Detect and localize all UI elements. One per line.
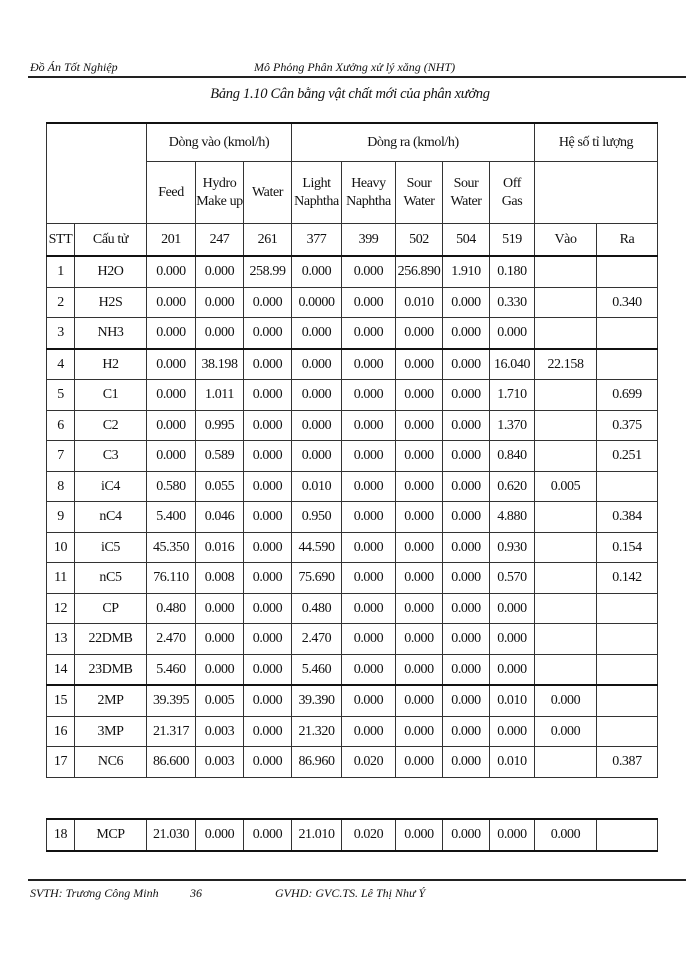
value-cell: [535, 287, 597, 318]
value-cell: 0.840: [490, 441, 535, 472]
component-name: NH3: [75, 318, 147, 349]
component-name: 2MP: [75, 685, 147, 716]
footer-advisor: GVHD: GVC.TS. Lê Thị Như Ý: [275, 886, 426, 900]
value-cell: 2.470: [292, 624, 342, 655]
value-cell: 0.000: [244, 654, 292, 685]
value-cell: 0.384: [597, 502, 658, 533]
value-cell: 0.000: [292, 318, 342, 349]
value-cell: 21.320: [292, 716, 342, 747]
value-cell: 0.005: [196, 685, 244, 716]
component-name: MCP: [75, 819, 147, 851]
component-name: C3: [75, 441, 147, 472]
row-number: 12: [47, 593, 75, 624]
value-cell: 0.000: [443, 819, 490, 851]
value-cell: 0.046: [196, 502, 244, 533]
value-cell: 0.000: [147, 380, 196, 411]
value-cell: 0.000: [244, 287, 292, 318]
value-cell: [597, 318, 658, 349]
component-name: 22DMB: [75, 624, 147, 655]
value-cell: [597, 716, 658, 747]
table-caption: Bảng 1.10 Cân bằng vật chất mới của phân xưởng: [210, 86, 490, 102]
row-number: 16: [47, 716, 75, 747]
value-cell: 0.000: [244, 747, 292, 778]
value-cell: 0.000: [443, 654, 490, 685]
component-name: 23DMB: [75, 654, 147, 685]
value-cell: 0.000: [490, 654, 535, 685]
row-number: 8: [47, 471, 75, 502]
table-row: [47, 593, 658, 624]
row-number: 18: [47, 819, 75, 851]
value-cell: 4.880: [490, 502, 535, 533]
value-cell: 0.000: [292, 256, 342, 287]
value-cell: 0.000: [443, 716, 490, 747]
id-header-cell: 502: [396, 224, 443, 257]
value-cell: 0.000: [147, 349, 196, 380]
value-cell: 45.350: [147, 532, 196, 563]
id-header-cell: Ra: [597, 224, 658, 257]
value-cell: 0.000: [396, 502, 443, 533]
row-number: 4: [47, 349, 75, 380]
value-cell: 5.460: [147, 654, 196, 685]
value-cell: 0.930: [490, 532, 535, 563]
table-row: [47, 441, 658, 472]
value-cell: 0.000: [342, 410, 396, 441]
stream-id-row: [47, 224, 658, 257]
value-cell: 0.000: [396, 654, 443, 685]
footer-rule: [28, 879, 686, 881]
row-number: 10: [47, 532, 75, 563]
value-cell: [597, 349, 658, 380]
value-cell: 16.040: [490, 349, 535, 380]
header-rule: [28, 76, 686, 78]
value-cell: 0.000: [443, 287, 490, 318]
value-cell: 0.010: [490, 747, 535, 778]
row-number: 6: [47, 410, 75, 441]
value-cell: 0.480: [292, 593, 342, 624]
row-number: 2: [47, 287, 75, 318]
value-cell: 2.470: [147, 624, 196, 655]
value-cell: 0.000: [396, 318, 443, 349]
value-cell: [535, 441, 597, 472]
value-cell: 0.000: [244, 349, 292, 380]
table-row: [47, 256, 658, 287]
footer-student: SVTH: Trương Công Minh: [30, 886, 159, 900]
group-header-row: [47, 123, 658, 162]
value-cell: [597, 654, 658, 685]
material-balance-table-continued: [46, 818, 658, 852]
value-cell: 0.000: [244, 532, 292, 563]
value-cell: 1.011: [196, 380, 244, 411]
value-cell: 21.030: [147, 819, 196, 851]
value-cell: [535, 654, 597, 685]
value-cell: 0.000: [396, 685, 443, 716]
stream-name-cell: Water: [244, 162, 292, 224]
value-cell: 0.000: [396, 380, 443, 411]
component-name: iC4: [75, 471, 147, 502]
material-balance-table: [46, 122, 658, 778]
component-name: CP: [75, 593, 147, 624]
stream-name-cell: Off Gas: [490, 162, 535, 224]
value-cell: 0.950: [292, 502, 342, 533]
stream-name-cell: Feed: [147, 162, 196, 224]
value-cell: 0.000: [443, 441, 490, 472]
value-cell: 0.000: [535, 685, 597, 716]
value-cell: 0.000: [342, 685, 396, 716]
value-cell: 5.400: [147, 502, 196, 533]
value-cell: 0.000: [342, 593, 396, 624]
value-cell: 0.000: [342, 380, 396, 411]
table-row: [47, 318, 658, 349]
value-cell: 258.99: [244, 256, 292, 287]
row-number: 7: [47, 441, 75, 472]
table-row: [47, 747, 658, 778]
value-cell: 0.000: [292, 349, 342, 380]
table-row: [47, 716, 658, 747]
footer-page-number: 36: [190, 886, 202, 900]
value-cell: 0.000: [147, 287, 196, 318]
value-cell: 0.000: [196, 593, 244, 624]
value-cell: 0.000: [342, 654, 396, 685]
value-cell: 0.000: [244, 471, 292, 502]
value-cell: 0.000: [244, 819, 292, 851]
value-cell: 0.000: [443, 593, 490, 624]
value-cell: 0.000: [342, 256, 396, 287]
table-row: [47, 819, 658, 851]
value-cell: 0.000: [443, 349, 490, 380]
value-cell: 0.016: [196, 532, 244, 563]
value-cell: 0.000: [147, 318, 196, 349]
value-cell: [597, 256, 658, 287]
value-cell: 86.600: [147, 747, 196, 778]
value-cell: 0.000: [443, 502, 490, 533]
value-cell: 38.198: [196, 349, 244, 380]
value-cell: 0.699: [597, 380, 658, 411]
value-cell: 0.000: [244, 716, 292, 747]
value-cell: 0.000: [396, 532, 443, 563]
outflow-group-header: Dòng ra (kmol/h): [292, 123, 535, 162]
value-cell: 0.000: [396, 563, 443, 594]
id-header-cell: Vào: [535, 224, 597, 257]
stream-name-cell: Light Naphtha: [292, 162, 342, 224]
table-row: [47, 624, 658, 655]
value-cell: 0.000: [244, 685, 292, 716]
value-cell: 21.010: [292, 819, 342, 851]
row-number: 3: [47, 318, 75, 349]
value-cell: 1.370: [490, 410, 535, 441]
value-cell: 44.590: [292, 532, 342, 563]
id-header-cell: 399: [342, 224, 396, 257]
value-cell: 0.154: [597, 532, 658, 563]
value-cell: 0.000: [342, 624, 396, 655]
component-name: H2: [75, 349, 147, 380]
value-cell: 0.000: [342, 471, 396, 502]
value-cell: [597, 593, 658, 624]
table-row: [47, 502, 658, 533]
stream-name-cell: Hydro Make up: [196, 162, 244, 224]
value-cell: [535, 256, 597, 287]
value-cell: 0.000: [244, 502, 292, 533]
value-cell: [535, 502, 597, 533]
value-cell: 0.010: [490, 685, 535, 716]
value-cell: 0.000: [292, 441, 342, 472]
value-cell: 22.158: [535, 349, 597, 380]
value-cell: 0.000: [443, 624, 490, 655]
value-cell: 0.000: [490, 593, 535, 624]
value-cell: 0.0000: [292, 287, 342, 318]
value-cell: 0.000: [396, 593, 443, 624]
value-cell: 0.000: [490, 716, 535, 747]
id-header-cell: Cấu tử: [75, 224, 147, 257]
value-cell: [535, 532, 597, 563]
value-cell: [597, 471, 658, 502]
row-number: 1: [47, 256, 75, 287]
component-name: NC6: [75, 747, 147, 778]
value-cell: 0.000: [490, 624, 535, 655]
component-name: nC4: [75, 502, 147, 533]
value-cell: 0.000: [535, 819, 597, 851]
row-number: 14: [47, 654, 75, 685]
value-cell: 0.020: [342, 819, 396, 851]
id-header-cell: 201: [147, 224, 196, 257]
value-cell: 0.480: [147, 593, 196, 624]
table-row: [47, 654, 658, 685]
value-cell: 0.000: [396, 747, 443, 778]
component-name: C2: [75, 410, 147, 441]
value-cell: [535, 593, 597, 624]
value-cell: 0.000: [443, 747, 490, 778]
value-cell: 0.570: [490, 563, 535, 594]
value-cell: 0.251: [597, 441, 658, 472]
component-name: 3MP: [75, 716, 147, 747]
header-left: Đồ Án Tốt Nghiệp: [30, 60, 118, 74]
value-cell: 0.000: [443, 410, 490, 441]
value-cell: 0.000: [443, 532, 490, 563]
value-cell: [535, 318, 597, 349]
value-cell: 0.000: [342, 349, 396, 380]
value-cell: 0.000: [147, 256, 196, 287]
value-cell: 0.005: [535, 471, 597, 502]
value-cell: 0.010: [396, 287, 443, 318]
value-cell: 0.000: [396, 471, 443, 502]
value-cell: 0.000: [244, 410, 292, 441]
value-cell: 0.000: [396, 349, 443, 380]
value-cell: 256.890: [396, 256, 443, 287]
value-cell: 0.000: [196, 287, 244, 318]
value-cell: 0.000: [196, 318, 244, 349]
value-cell: [597, 819, 658, 851]
row-number: 15: [47, 685, 75, 716]
stream-name-cell: Heavy Naphtha: [342, 162, 396, 224]
component-name: H2S: [75, 287, 147, 318]
value-cell: 76.110: [147, 563, 196, 594]
value-cell: 0.000: [342, 441, 396, 472]
value-cell: 0.620: [490, 471, 535, 502]
value-cell: 0.000: [342, 563, 396, 594]
value-cell: 1.710: [490, 380, 535, 411]
value-cell: [535, 380, 597, 411]
value-cell: 0.008: [196, 563, 244, 594]
value-cell: 0.589: [196, 441, 244, 472]
value-cell: 0.000: [196, 256, 244, 287]
value-cell: 39.390: [292, 685, 342, 716]
value-cell: 0.010: [292, 471, 342, 502]
value-cell: 0.000: [292, 410, 342, 441]
value-cell: 0.003: [196, 716, 244, 747]
value-cell: 75.690: [292, 563, 342, 594]
value-cell: [535, 747, 597, 778]
row-number: 13: [47, 624, 75, 655]
value-cell: 0.000: [535, 716, 597, 747]
id-header-cell: 247: [196, 224, 244, 257]
value-cell: 0.000: [443, 471, 490, 502]
value-cell: 0.000: [396, 441, 443, 472]
value-cell: 0.375: [597, 410, 658, 441]
component-name: iC5: [75, 532, 147, 563]
stream-name-cell: Sour Water: [396, 162, 443, 224]
component-name: C1: [75, 380, 147, 411]
value-cell: 0.000: [443, 685, 490, 716]
blank-cell: [535, 162, 658, 224]
value-cell: 0.000: [342, 716, 396, 747]
value-cell: [535, 410, 597, 441]
value-cell: 86.960: [292, 747, 342, 778]
value-cell: 39.395: [147, 685, 196, 716]
value-cell: 0.000: [396, 624, 443, 655]
value-cell: 0.000: [244, 318, 292, 349]
id-header-cell: 377: [292, 224, 342, 257]
id-header-cell: 519: [490, 224, 535, 257]
table-row: [47, 685, 658, 716]
value-cell: 0.003: [196, 747, 244, 778]
value-cell: 0.000: [443, 318, 490, 349]
row-number: 17: [47, 747, 75, 778]
component-name: nC5: [75, 563, 147, 594]
value-cell: 0.000: [244, 593, 292, 624]
stream-name-cell: Sour Water: [443, 162, 490, 224]
value-cell: 0.000: [396, 410, 443, 441]
table-row: [47, 532, 658, 563]
value-cell: 0.142: [597, 563, 658, 594]
value-cell: [597, 685, 658, 716]
value-cell: 0.000: [196, 624, 244, 655]
value-cell: 0.180: [490, 256, 535, 287]
value-cell: 0.000: [490, 318, 535, 349]
table-row: [47, 349, 658, 380]
value-cell: 0.000: [342, 502, 396, 533]
value-cell: 0.000: [147, 410, 196, 441]
value-cell: 0.000: [443, 380, 490, 411]
value-cell: 0.340: [597, 287, 658, 318]
value-cell: 0.000: [342, 287, 396, 318]
value-cell: [535, 563, 597, 594]
blank-corner: [47, 123, 147, 224]
value-cell: 0.000: [147, 441, 196, 472]
row-number: 9: [47, 502, 75, 533]
value-cell: 5.460: [292, 654, 342, 685]
value-cell: 0.000: [342, 318, 396, 349]
value-cell: 0.000: [342, 532, 396, 563]
table-row: [47, 380, 658, 411]
value-cell: 0.000: [443, 563, 490, 594]
value-cell: 0.330: [490, 287, 535, 318]
value-cell: 0.995: [196, 410, 244, 441]
value-cell: 0.000: [244, 441, 292, 472]
value-cell: [535, 624, 597, 655]
table-row: [47, 410, 658, 441]
value-cell: 0.387: [597, 747, 658, 778]
value-cell: 0.580: [147, 471, 196, 502]
value-cell: 0.000: [396, 716, 443, 747]
id-header-cell: 261: [244, 224, 292, 257]
id-header-cell: STT: [47, 224, 75, 257]
value-cell: 0.000: [490, 819, 535, 851]
table-row: [47, 563, 658, 594]
value-cell: 0.000: [244, 380, 292, 411]
value-cell: 1.910: [443, 256, 490, 287]
inflow-group-header: Dòng vào (kmol/h): [147, 123, 292, 162]
row-number: 5: [47, 380, 75, 411]
table-row: [47, 471, 658, 502]
value-cell: 0.000: [196, 819, 244, 851]
row-number: 11: [47, 563, 75, 594]
value-cell: [597, 624, 658, 655]
value-cell: 21.317: [147, 716, 196, 747]
value-cell: 0.000: [292, 380, 342, 411]
value-cell: 0.000: [196, 654, 244, 685]
component-name: H2O: [75, 256, 147, 287]
id-header-cell: 504: [443, 224, 490, 257]
value-cell: 0.000: [244, 624, 292, 655]
value-cell: 0.000: [396, 819, 443, 851]
value-cell: 0.000: [244, 563, 292, 594]
ratio-group-header: Hệ số tỉ lượng: [535, 123, 658, 162]
table-row: [47, 287, 658, 318]
header-center: Mô Phỏng Phân Xưởng xử lý xăng (NHT): [254, 60, 456, 74]
value-cell: 0.055: [196, 471, 244, 502]
value-cell: 0.020: [342, 747, 396, 778]
